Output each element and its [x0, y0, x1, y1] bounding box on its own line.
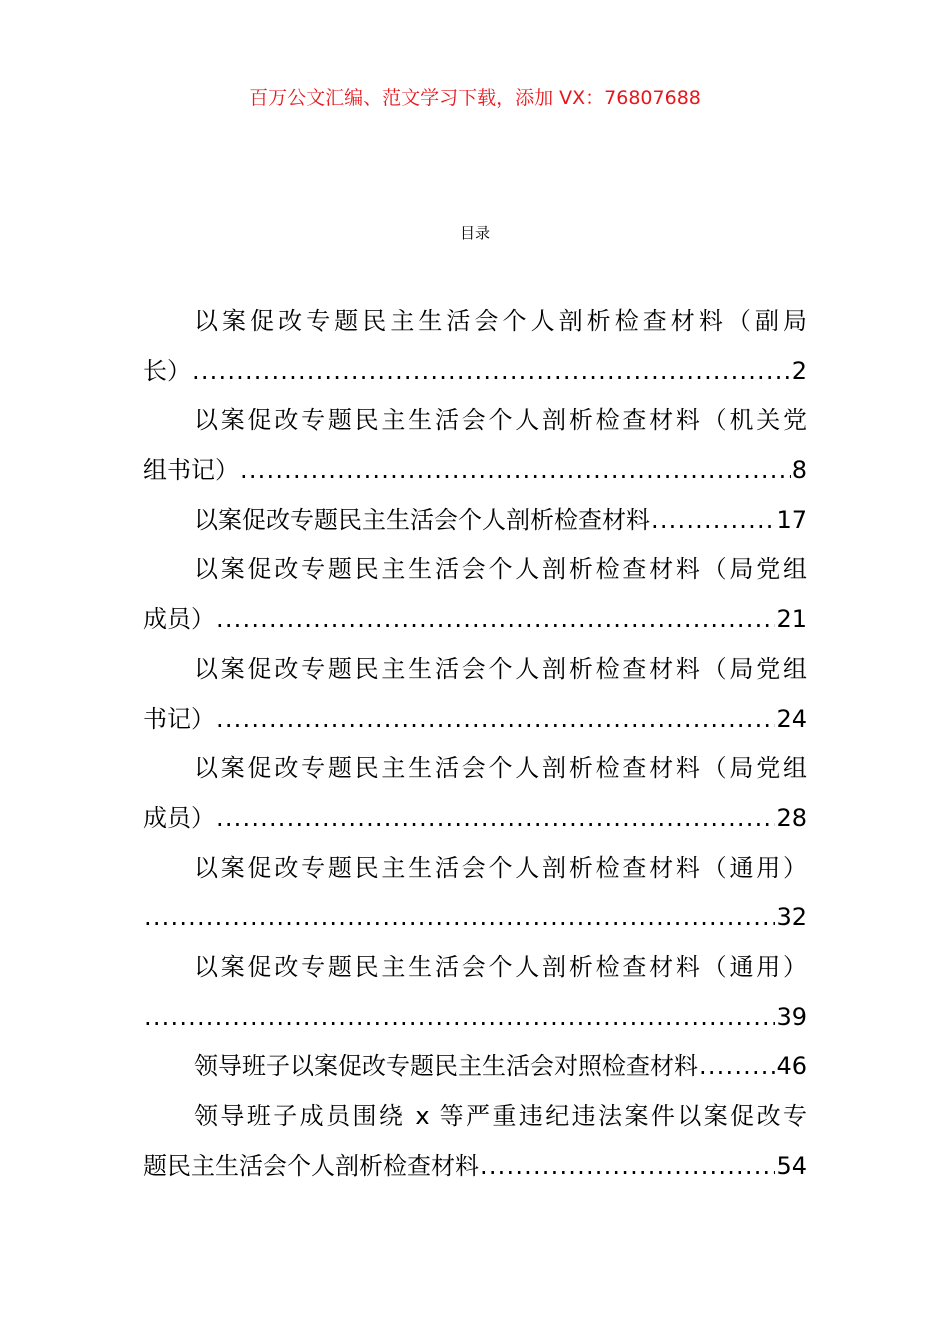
toc-page-number: 24 [776, 704, 807, 733]
toc-page-number: 46 [776, 1052, 807, 1081]
toc-entry-title: 以案促改专题民主生活会个人剖析检查材料（通用） [194, 952, 807, 981]
toc-entry-title: 领导班子以案促改专题民主生活会对照检查材料 [194, 1052, 698, 1081]
toc-page-number: 54 [776, 1151, 807, 1180]
toc-page-number: 28 [776, 803, 807, 832]
toc-entry-title-cont: 书记） [143, 704, 215, 733]
toc-page-number: 39 [776, 1002, 807, 1031]
toc-entry-title: 以案促改专题民主生活会个人剖析检查材料（机关党 [194, 406, 807, 435]
toc-page-number: 17 [776, 505, 807, 534]
toc-entry-title: 以案促改专题民主生活会个人剖析检查材料（局党组 [194, 754, 807, 783]
toc-entry-5[interactable] [143, 645, 807, 744]
toc-entry-4[interactable] [143, 545, 807, 644]
toc-entry-9[interactable] [143, 1042, 807, 1092]
toc-leader-dots [144, 893, 775, 943]
toc-page-number: 8 [791, 456, 807, 485]
toc-entry-title: 以案促改专题民主生活会个人剖析检查材料（局党组 [194, 555, 807, 584]
toc-entry-title-cont: 成员） [143, 605, 215, 634]
toc-entry-title-cont: 组书记） [143, 456, 239, 485]
toc-leader-dots [192, 347, 791, 397]
toc-leader-dots [699, 1042, 775, 1092]
toc-leader-dots [216, 595, 775, 645]
table-of-contents [143, 297, 807, 1191]
toc-entry-title-cont: 长） [143, 356, 191, 385]
toc-entry-6[interactable] [143, 744, 807, 843]
toc-page-number: 21 [776, 605, 807, 634]
toc-entry-7[interactable] [143, 844, 807, 943]
toc-entry-10[interactable] [143, 1092, 807, 1191]
header-banner: 百万公文汇编、范文学习下载，添加 VX：76807688 [249, 87, 701, 109]
toc-entry-title: 以案促改专题民主生活会个人剖析检查材料（通用） [194, 853, 807, 882]
toc-page-number: 32 [776, 903, 807, 932]
toc-leader-dots [480, 1142, 775, 1192]
toc-entry-title: 领导班子成员围绕 x 等严重违纪违法案件以案促改专 [194, 1102, 807, 1130]
toc-entry-title-cont: 成员） [143, 803, 215, 832]
toc-leader-dots [651, 496, 775, 546]
toc-entry-8[interactable] [143, 943, 807, 1042]
toc-title: 目录 [459, 224, 490, 242]
toc-entry-2[interactable] [143, 396, 807, 495]
toc-leader-dots [240, 446, 791, 496]
toc-entry-title: 以案促改专题民主生活会个人剖析检查材料（局党组 [194, 654, 807, 683]
toc-entry-3[interactable] [143, 496, 807, 546]
toc-leader-dots [144, 993, 775, 1043]
toc-entry-title-cont: 题民主生活会个人剖析检查材料 [143, 1151, 479, 1180]
toc-entry-1[interactable] [143, 297, 807, 396]
toc-page-number: 2 [791, 356, 807, 385]
toc-leader-dots [216, 794, 775, 844]
toc-entry-title: 以案促改专题民主生活会个人剖析检查材料（副局 [194, 307, 807, 335]
toc-entry-title: 以案促改专题民主生活会个人剖析检查材料 [194, 505, 650, 534]
toc-leader-dots [216, 695, 775, 745]
